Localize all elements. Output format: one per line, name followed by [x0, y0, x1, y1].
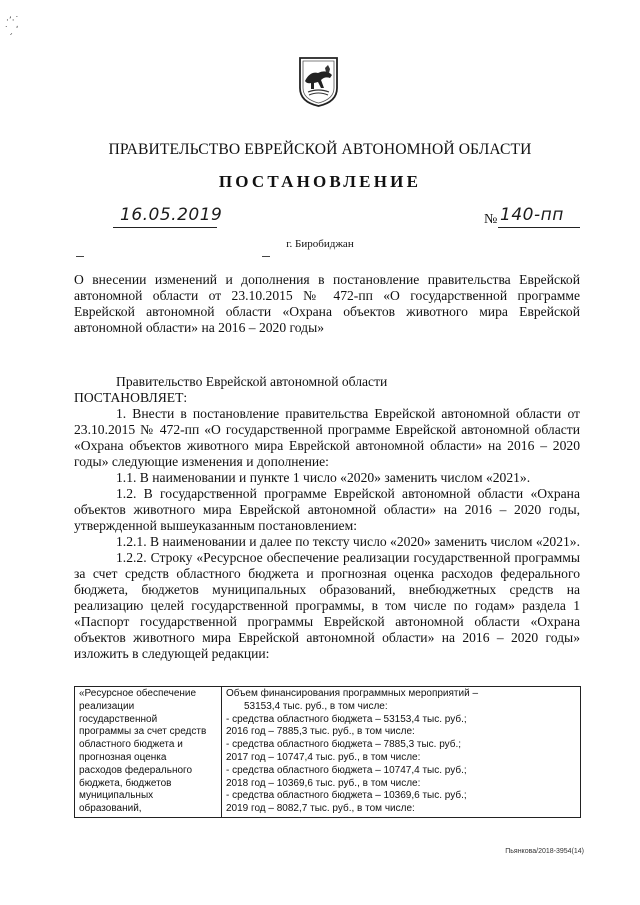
cell-line: бюджета, бюджетов	[79, 777, 172, 789]
cell-line: 53153,4 тыс. руб., в том числе:	[244, 700, 388, 712]
footer-reference: Пьянкова/2018-3954(14)	[505, 848, 584, 855]
scan-mark: ˙ˏ ʹ	[4, 26, 19, 36]
date-underline	[113, 227, 217, 228]
number-label: №	[484, 212, 498, 227]
cell-line: расходов федерального	[79, 764, 193, 776]
paragraph-1-1: 1.1. В наименовании и пункте 1 число «2020» заменить числом «2021».	[116, 470, 531, 485]
document-body	[74, 374, 580, 662]
paragraph-1-2-1: 1.2.1. В наименовании и далее по тексту число «2020» заменить числом «2021».	[116, 534, 581, 549]
resource-table	[74, 686, 581, 818]
cell-line: - средства областного бюджета – 10747,4 тыс. руб.;	[226, 764, 467, 776]
table-row	[75, 687, 581, 818]
cell-line: - средства областного бюджета – 53153,4 тыс. руб.;	[226, 713, 467, 725]
cell-line: - средства областного бюджета – 10369,6 тыс. руб.;	[226, 790, 467, 802]
city: г. Биробиджан	[286, 238, 354, 250]
cell-line: «Ресурсное обеспечение	[79, 688, 197, 699]
document-type: ПОСТАНОВЛЕНИЕ	[218, 172, 422, 191]
coat-of-arms-icon	[296, 54, 341, 108]
table-cell-value	[222, 687, 581, 818]
cell-line: 2019 год – 8082,7 тыс. руб., в том числе:	[226, 803, 415, 815]
corner-mark	[262, 256, 270, 257]
paragraph-1-2-2: 1.2.2. Строку «Ресурсное обеспечение реализации государственной программы за счет средств областного бюджета и прогнозная оценка расходов федерального бюджета, бюджетов муниципальных образований, внебюджетных средств на реализацию целей государственной программы, в том числе по годам» раздела 1 «Паспорт государственной программы Еврейской автономной области «Охрана объектов животного мира Еврейской автономной области» на 2016 – 2020 годы» изложить в следующей редакции:	[74, 550, 580, 661]
cell-line: прогнозная оценка	[79, 751, 167, 763]
cell-line: областного бюджета и	[79, 739, 183, 751]
cell-line: муниципальных	[79, 790, 154, 802]
paragraph-1-2: 1.2. В государственной программе Еврейской автономной области «Охрана объектов животного мира Еврейской автономной области» на 2016 – 2020 годы, утвержденной вышеуказанным постановлением:	[74, 486, 580, 533]
scan-mark: ·ʼ·˙	[6, 16, 20, 26]
document-date: 16.05.2019	[120, 205, 223, 225]
cell-line: - средства областного бюджета – 7885,3 тыс. руб.;	[226, 739, 462, 751]
cell-line: 2017 год – 10747,4 тыс. руб., в том числе:	[226, 751, 421, 763]
cell-line: реализации	[79, 700, 135, 712]
number-underline	[498, 227, 580, 228]
cell-line: 2018 год – 10369,6 тыс. руб., в том числе:	[226, 777, 421, 789]
corner-mark	[76, 256, 84, 257]
table-cell-label	[75, 687, 222, 818]
document-number: 140-пп	[500, 205, 564, 225]
cell-line: государственной	[79, 713, 158, 725]
intro-line: Правительство Еврейской автономной области	[116, 374, 388, 389]
government-title: ПРАВИТЕЛЬСТВО ЕВРЕЙСКОЙ АВТОНОМНОЙ ОБЛАСТИ	[108, 141, 532, 158]
document-subject: О внесении изменений и дополнения в постановление правительства Еврейской автономной области от 23.10.2015 № 472-пп «О государственной программе Еврейской автономной области «Охрана объектов животного мира Еврейской автономной области» на 2016 – 2020 годы»	[74, 272, 580, 335]
cell-line: 2016 год – 7885,3 тыс. руб., в том числе:	[226, 726, 415, 738]
cell-line: образований,	[79, 803, 142, 815]
resolves-line: ПОСТАНОВЛЯЕТ:	[74, 390, 188, 405]
paragraph-1: 1. Внести в постановление правительства Еврейской автономной области от 23.10.2015 № 472-пп «О государственной программе Еврейской автономной области «Охрана объектов животного мира Еврейской автономной области» на 2016 – 2020 годы» следующие изменения и дополнение:	[74, 406, 580, 469]
cell-line: Объем финансирования программных мероприятий –	[226, 688, 479, 699]
cell-line: программы за счет средств	[79, 726, 207, 738]
